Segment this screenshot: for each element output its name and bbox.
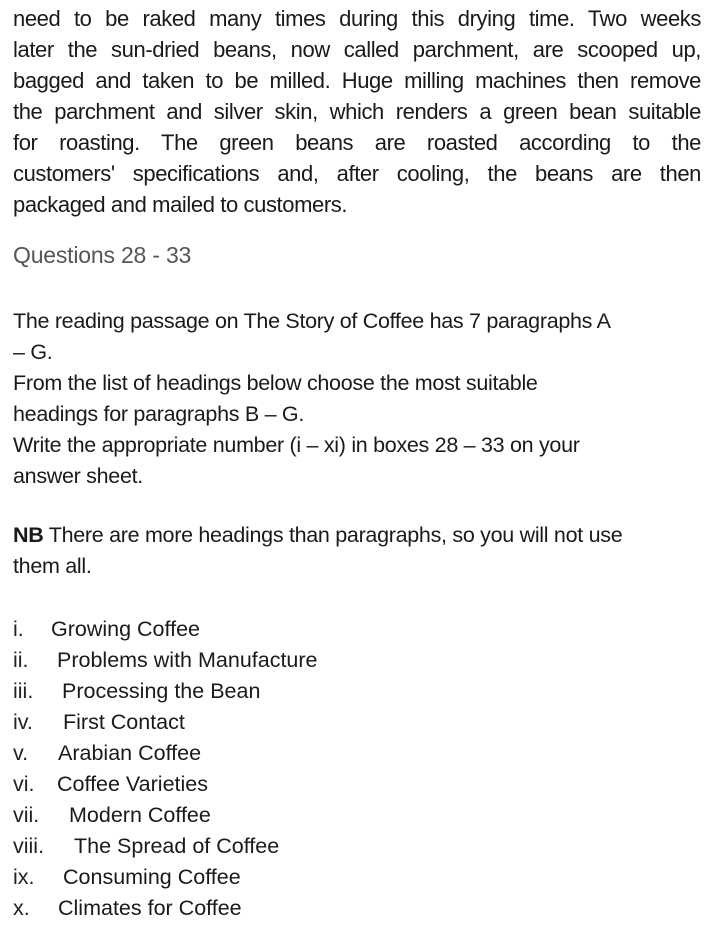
- passage-line: later the sun-dried beans, now called parchment, are scooped up,: [13, 37, 701, 62]
- instruction-line: answer sheet.: [13, 464, 143, 488]
- nb-text: There are more headings than paragraphs, so you will not use: [43, 523, 623, 547]
- heading-text: Growing Coffee: [51, 617, 200, 641]
- nb-label: NB: [13, 523, 44, 547]
- passage-line: the parchment and silver skin, which renders a green bean suitable: [13, 99, 701, 124]
- heading-number: iv.: [13, 710, 33, 734]
- instruction-line: The reading passage on The Story of Coffee has 7 paragraphs A: [13, 309, 611, 333]
- heading-number: iii.: [13, 679, 34, 703]
- instruction-line: – G.: [13, 340, 53, 364]
- heading-number: vi.: [13, 772, 35, 796]
- passage-line: bagged and taken to be milled. Huge milling machines then remove: [13, 68, 701, 93]
- nb-note: [13, 520, 703, 582]
- heading-number: v.: [13, 741, 29, 765]
- heading-text: Climates for Coffee: [58, 896, 242, 920]
- heading-text: The Spread of Coffee: [74, 834, 280, 858]
- heading-text: Modern Coffee: [69, 803, 211, 827]
- questions-heading: Questions 28 - 33: [13, 242, 192, 268]
- instruction-line: headings for paragraphs B – G.: [13, 402, 304, 426]
- heading-number: i.: [13, 617, 24, 641]
- passage-paragraph: [13, 3, 701, 220]
- passage-line: need to be raked many times during this drying time. Two weeks: [13, 6, 701, 31]
- passage-line: for roasting. The green beans are roasted according to the: [13, 130, 701, 155]
- heading-text: Consuming Coffee: [63, 865, 241, 889]
- heading-text: Coffee Varieties: [57, 772, 208, 796]
- instructions: [13, 306, 703, 492]
- heading-number: vii.: [13, 803, 40, 827]
- passage-line: customers' specifications and, after cooling, the beans are then: [13, 161, 701, 186]
- heading-text: Arabian Coffee: [58, 741, 202, 765]
- heading-number: ii.: [13, 648, 29, 672]
- heading-number: ix.: [13, 865, 35, 889]
- instruction-line: From the list of headings below choose the most suitable: [13, 371, 538, 395]
- heading-number: viii.: [13, 834, 45, 858]
- heading-text: Processing the Bean: [62, 679, 261, 703]
- instruction-line: Write the appropriate number (i – xi) in boxes 28 – 33 on your: [13, 433, 580, 457]
- nb-text-continued: them all.: [13, 554, 92, 578]
- passage-line: packaged and mailed to customers.: [13, 192, 348, 217]
- heading-number: x.: [13, 896, 30, 920]
- heading-text: Problems with Manufacture: [57, 648, 318, 672]
- heading-text: First Contact: [63, 710, 185, 734]
